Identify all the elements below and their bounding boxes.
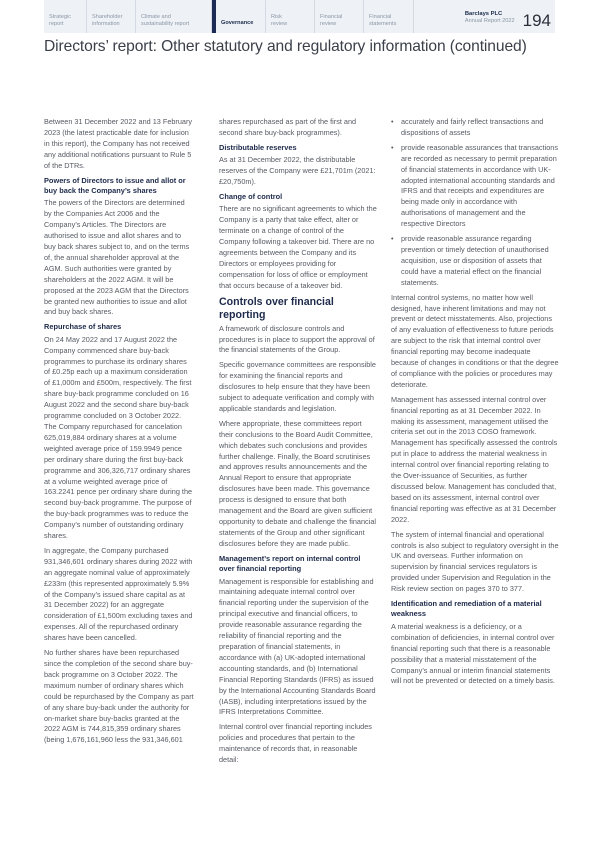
heading-material-weakness: Identification and remediation of a material weakness bbox=[391, 599, 542, 619]
heading-change-of-control: Change of control bbox=[219, 191, 283, 201]
paragraph: A material weakness is a deficiency, or a combination of deficiencies, in internal control over financial reporting such that there is a reasonable possibility that a material misstatement of the Company’s annual or interim financial statements will not be prevented or detected on a timely basis. bbox=[391, 621, 555, 686]
section-nav bbox=[44, 0, 555, 33]
nav-label: Strategic bbox=[49, 14, 72, 20]
bullet-item: • accurately and fairly reflect transactions and dispositions of assets bbox=[391, 117, 559, 139]
report-brand bbox=[414, 0, 555, 33]
bullet-list bbox=[391, 117, 559, 289]
paragraph: Between 31 December 2022 and 13 February 2023 (the latest practicable date for inclusion in this report), the Company has not received any additional notifications pursuant to Rule 5 of the DTRs. bbox=[44, 117, 193, 170]
paragraph: Where appropriate, these committees report their conclusions to the Board Audit Committee, which debates such conclusions and provides further challenge. Finally, the Board scrutinises and approves results announcements and the Annual Report to ensure that appropriate disclosures have been made. This governance process is designed to ensure that both management and the Board are given sufficient opportunity to debate and challenge the financial statements of the Group and other significant disclosures before they are made public. bbox=[219, 418, 377, 548]
paragraph: As at 31 December 2022, the distributable reserves of the Company were £21,701m (2021: £20,750m). bbox=[219, 155, 376, 187]
nav-label: Financial bbox=[369, 14, 392, 20]
nav-tab-financial-statements[interactable] bbox=[364, 0, 414, 33]
paragraph: Internal control systems, no matter how well designed, have inherent limitations and may not prevent or detect misstatements. Also, projections of any evaluation of effectiveness to future periods are subject to the risk that internal control over financial reporting may become inadequate because of changes in conditions or that the degree of compliance with the policies or procedures may deteriorate. bbox=[391, 292, 559, 389]
paragraph: There are no significant agreements to which the Company is a party that take effect, alter or terminate on a change of control of the Company following a takeover bid. There are no agreements between the Company and its Directors or employees providing for compensation for loss of office or employment that occurs because of a takeover bid. bbox=[219, 204, 377, 290]
heading-powers-of-directors: Powers of Directors to issue and allot or buy back the Company’s shares bbox=[44, 175, 186, 195]
nav-label: review bbox=[271, 20, 288, 27]
nav-label: Governance bbox=[221, 20, 254, 26]
paragraph: Management has assessed internal control over financial reporting as at 31 December 2022. In making its assessment, management utilised the criteria set out in the 2013 COSO framework. Management has specifically assessed the controls put in place to address the material weakness in internal control over financial reporting relating to the Over-issuance of Securities, as further discussed below. Management has concluded that, based on its assessment, internal control over financial reporting was effective as at 31 December 2022. bbox=[391, 394, 558, 524]
paragraph: The powers of the Directors are determined by the Companies Act 2006 and the Company’s Articles. The Directors are authorised to issue and allot shares and to buy back shares subject to, and on the terms of, the annual shareholder approval at the AGM. Such authorities were granted by shareholders at the 2022 AGM. It will be proposed at the 2023 AGM that the Directors be granted new authorities to issue and allot and buy back shares. bbox=[44, 198, 190, 317]
column-1 bbox=[44, 117, 194, 750]
heading-repurchase-of-shares: Repurchase of shares bbox=[44, 322, 122, 332]
page-title: Directors’ report: Other statutory and regulatory information (continued) bbox=[44, 38, 527, 55]
paragraph: The system of internal financial and operational controls is also subject to regulatory oversight in the UK and overseas. Further information on supervision by financial services regulators is provided under Supervision and Regulation in the Risk review section on pages 370 to 377. bbox=[391, 529, 559, 594]
nav-label: report bbox=[49, 20, 64, 27]
brand-subtitle: Annual Report 2022 bbox=[464, 18, 515, 24]
paragraph: Management is responsible for establishing and maintaining adequate internal control over financial reporting under the supervision of the principal executive and financial officers, to provide reasonable assurance regarding the reliability of financial reporting and the preparation of financial statements, in accordance with (a) UK-adopted international accounting standards, and (b) International Financial Reporting Standards (IFRS) as issued by the International Accounting Standards Board (IASB), including interpretations issued by the IFRS Interpretations Committee. bbox=[219, 576, 376, 717]
nav-label: review bbox=[320, 20, 337, 27]
nav-label: Financial bbox=[320, 14, 343, 20]
nav-tab-shareholder-information[interactable] bbox=[87, 0, 136, 33]
paragraph: On 24 May 2022 and 17 August 2022 the Company commenced share buy-back programmes to purchase its ordinary shares of £0.25p each up a maximum consideration of £1,000m and £500m, respectively. The first share buy-back programme concluded on 16 August 2022 and the second share buy-back programme concluded on 3 October 2022. The Company repurchased for cancelation 625,019,884 ordinary shares at a volume weighted average price of 159.9949 pence per ordinary share during the first buy-back programme and 306,326,717 ordinary shares at a volume weighted average price of 163.2241 pence per ordinary share during the second buy-back programme. The purpose of the buy-back programmes was to reduce the Company’s number of outstanding ordinary shares. bbox=[44, 334, 193, 541]
paragraph: In aggregate, the Company purchased 931,346,601 ordinary shares during 2022 with an aggregate nominal value of approximately £233m (this represented approximately 5.9% of the Company’s issued share capital as at 31 December 2022) for an aggregate consideration of £1,500m excluding taxes and expenses. All of the repurchased ordinary shares have been cancelled. bbox=[44, 545, 193, 643]
bullet-item: • provide reasonable assurance regarding prevention or timely detection of unauthorised acquisition, use or disposition of assets that could have a material effect on the financial statements. bbox=[391, 234, 559, 289]
paragraph: Internal control over financial reporting includes policies and procedures that pertain to the maintenance of records that, in reasonable detail: bbox=[219, 722, 372, 765]
nav-label: Climate and bbox=[141, 14, 171, 20]
nav-label: information bbox=[92, 20, 120, 27]
nav-tab-financial-review[interactable] bbox=[315, 0, 364, 33]
heading-distributable-reserves: Distributable reserves bbox=[219, 142, 297, 152]
nav-label: Shareholder bbox=[92, 14, 123, 20]
heading-management-report: Management’s report on internal control over financial reporting bbox=[219, 553, 361, 574]
nav-tab-climate-sustainability[interactable] bbox=[136, 0, 212, 33]
nav-tab-governance[interactable] bbox=[212, 0, 266, 33]
paragraph: No further shares have been repurchased since the completion of the second share buy-back programme on 3 October 2022. The maximum number of ordinary shares which could be repurchased by the Company as part of any share buy-back under the authority for on-market share buy-backs granted at the 2022 AGM is 744,815,359 ordinary shares (being 1,676,161,960 less the 931,346,601 bbox=[44, 648, 194, 745]
nav-label: Risk bbox=[271, 14, 282, 20]
paragraph: A framework of disclosure controls and procedures is in place to support the approval of the financial statements of the Group. bbox=[219, 323, 375, 355]
nav-label: sustainability report bbox=[141, 20, 190, 27]
nav-label: statements bbox=[369, 20, 397, 27]
column-3 bbox=[391, 117, 559, 691]
paragraph: shares repurchased as part of the first and second share buy-back programmes). bbox=[219, 117, 357, 137]
heading-controls-over-financial-reporting: Controls over financial reporting bbox=[219, 295, 334, 321]
nav-tab-strategic-report[interactable] bbox=[44, 0, 87, 33]
bullet-item: • provide reasonable assurances that transactions are recorded as necessary to permit preparation of financial statements in accordance with UK-adopted international accounting standards and IFRS and that receipts and expenditures are being made only in accordance with authorisations of management and the respective Directors bbox=[391, 143, 559, 230]
brand-name: Barclays PLC bbox=[464, 11, 503, 17]
nav-tab-risk-review[interactable] bbox=[266, 0, 315, 33]
paragraph: Specific governance committees are responsible for examining the financial reports and disclosures to help ensure that they have been subject to adequate verification and comply with applicable standards and legislation. bbox=[219, 360, 376, 413]
page-number: 194 bbox=[522, 11, 551, 30]
column-2 bbox=[219, 117, 377, 770]
